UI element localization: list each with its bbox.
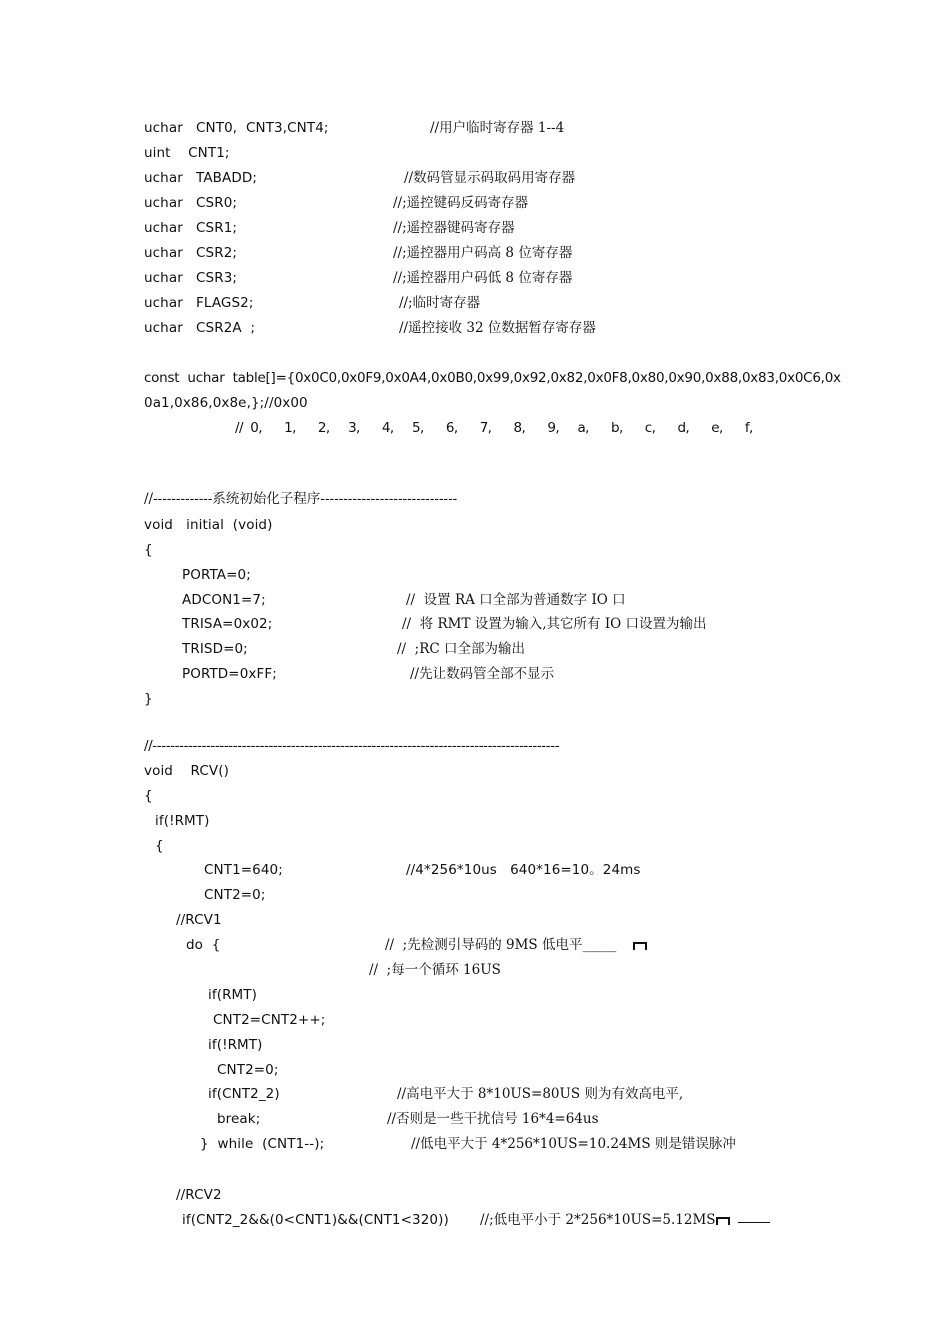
code-comment: //;临时寄存器 [399, 295, 481, 311]
code-line: } while (CNT1--); [200, 1136, 325, 1152]
code-line: PORTD=0xFF; [182, 666, 277, 682]
code-comment: //遥控接收 32 位数据暂存寄存器 [399, 320, 596, 336]
pulse-high-line [738, 1222, 770, 1223]
code-comment: //用户临时寄存器 1--4 [430, 120, 565, 136]
code-line: // 0, 1, 2, 3, 4, 5, 6, 7, 8, 9, a, b, c, d, e, f, [235, 420, 753, 436]
code-line: if(!RMT) [208, 1037, 263, 1053]
code-line: CNT1=640; [204, 862, 283, 878]
code-comment: // ;RC 口全部为输出 [397, 641, 526, 657]
code-line: CNT2=0; [217, 1062, 279, 1078]
code-comment: //低电平大于 4*256*10US=10.24MS 则是错误脉冲 [411, 1136, 736, 1152]
code-line: uchar CSR2A ; [144, 320, 256, 336]
code-line: { [144, 788, 153, 804]
code-line: void RCV() [144, 763, 229, 779]
code-line: do { [186, 937, 221, 953]
code-comment: //;遥控器用户码低 8 位寄存器 [393, 270, 573, 286]
code-line: TRISD=0; [182, 641, 248, 657]
code-line: //RCV1 [176, 912, 222, 928]
code-comment: //;遥控键码反码寄存器 [393, 195, 529, 211]
code-line: if(RMT) [208, 987, 258, 1003]
code-line: uint CNT1; [144, 145, 230, 161]
code-line: ADCON1=7; [182, 592, 266, 608]
code-line: const uchar table[]={0x0C0,0x0F9,0x0A4,0x0B0,0x99,0x92,0x82,0x0F8,0x80,0x90,0x88,0x83,0x0C6,0x [144, 370, 841, 386]
code-line: { [155, 838, 164, 854]
pulse-low-symbol [633, 942, 647, 950]
code-comment: //高电平大于 8*10US=80US 则为有效高电平, [397, 1086, 684, 1102]
code-line: CNT2=0; [204, 887, 266, 903]
code-line: uchar TABADD; [144, 170, 258, 186]
code-line: 0a1,0x86,0x8e,};//0x00 [144, 395, 308, 411]
section-header: //-------------系统初始化子程序------------------------------ [144, 491, 458, 507]
code-comment: //;遥控器用户码高 8 位寄存器 [393, 245, 573, 261]
code-line: PORTA=0; [182, 567, 251, 583]
code-comment: // 设置 RA 口全部为普通数字 IO 口 [406, 592, 626, 608]
code-line: uchar FLAGS2; [144, 295, 254, 311]
code-line: uchar CSR2; [144, 245, 238, 261]
code-line: if(!RMT) [155, 813, 210, 829]
code-comment: //4*256*10us 640*16=10。24ms [406, 862, 641, 878]
code-line: uchar CSR1; [144, 220, 238, 236]
code-line: uchar CSR3; [144, 270, 238, 286]
code-comment: //否则是一些干扰信号 16*4=64us [387, 1111, 599, 1127]
code-line: uchar CNT0, CNT3,CNT4; [144, 120, 329, 136]
code-line: void initial (void) [144, 517, 273, 533]
code-line: if(CNT2_2&&(0<CNT1)&&(CNT1<320)) [182, 1212, 449, 1228]
code-line: } [144, 691, 153, 707]
pulse-low-symbol [716, 1217, 730, 1225]
code-line: //RCV2 [176, 1187, 222, 1203]
code-comment: // 将 RMT 设置为输入,其它所有 IO 口设置为输出 [402, 616, 707, 632]
code-comment: //数码管显示码取码用寄存器 [404, 170, 576, 186]
code-line: CNT2=CNT2++; [213, 1012, 326, 1028]
code-comment: //;遥控器键码寄存器 [393, 220, 515, 236]
code-line: uchar CSR0; [144, 195, 238, 211]
code-comment: // ;每一个循环 16US [369, 962, 501, 978]
code-comment: // ;先检测引导码的 9MS 低电平_____ [385, 937, 617, 953]
code-comment: //先让数码管全部不显示 [410, 666, 555, 682]
code-line: TRISA=0x02; [182, 616, 273, 632]
code-comment: //;低电平小于 2*256*10US=5.12MS [480, 1212, 716, 1228]
code-line: break; [217, 1111, 261, 1127]
code-line: { [144, 542, 153, 558]
section-header: //------------------------------------------------------------------------------------------- [144, 738, 560, 754]
code-line: if(CNT2_2) [208, 1086, 280, 1102]
